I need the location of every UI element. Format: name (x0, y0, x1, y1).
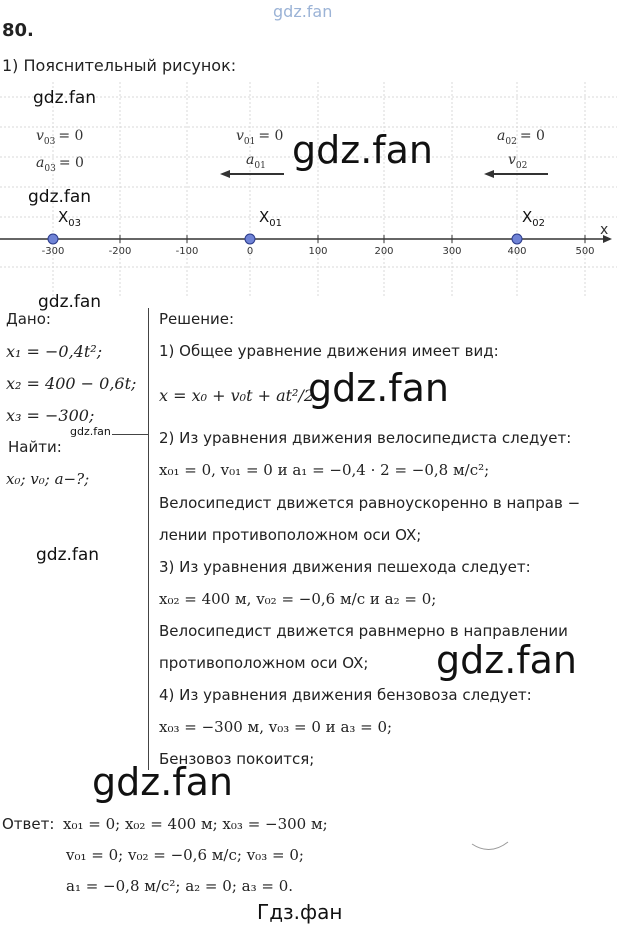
tick-label: 500 (575, 246, 595, 257)
figure-caption: 1) Пояснительный рисунок: (2, 56, 237, 75)
arrow-v02-head (484, 170, 494, 178)
right-mid-watermark: gdz.fan (436, 638, 578, 682)
label-a02: $a_{02} = 0$ (497, 128, 545, 147)
tick-label: 400 (507, 246, 527, 257)
solution-watermark: gdz.fan (308, 366, 450, 410)
footer-watermark: Гдз.фан (257, 900, 343, 924)
decorative-curve (470, 838, 510, 854)
answer-line-1: x₀₁ = 0; x₀₂ = 400 м; x₀₃ = −300 м; (63, 815, 328, 833)
solution-line-1: 1) Общее уравнение движения имеет вид: (159, 342, 499, 360)
arrow-a01-head (220, 170, 230, 178)
given-watermark: gdz.fan (38, 292, 102, 312)
axis-label: x (600, 222, 609, 238)
label-a01: $a_{01}$ (246, 152, 266, 171)
solution-line-13: Бензовоз покоится; (159, 750, 315, 768)
answer-label: Ответ: (2, 815, 55, 833)
given-header: Дано: (6, 310, 51, 328)
solution-line-11: 4) Из уравнения движения бензовоза следует: (159, 686, 532, 704)
solution-line-12: x₀₃ = −300 м, v₀₃ = 0 и a₃ = 0; (159, 718, 393, 736)
tick-label: -300 (41, 246, 65, 257)
given-separator (112, 434, 148, 435)
tick-label: 0 (246, 246, 254, 257)
solution-line-8: x₀₂ = 400 м, v₀₂ = −0,6 м/с и a₂ = 0; (159, 590, 437, 608)
answer-line-2: v₀₁ = 0; v₀₂ = −0,6 м/с; v₀₃ = 0; (66, 846, 304, 864)
solution-line-4: x₀₁ = 0, v₀₁ = 0 и a₁ = −0,4 · 2 = −0,8 м/с²; (159, 461, 490, 479)
given-line-3: x₃ = −300; (6, 406, 95, 425)
left-mid-watermark: gdz.fan (36, 545, 100, 565)
label-v03: $v_{03} = 0$ (36, 128, 84, 147)
problem-number: 80. (2, 20, 34, 41)
find-line: x₀; v₀; a−?; (6, 470, 90, 488)
solution-line-7: 3) Из уравнения движения пешехода следует: (159, 558, 531, 576)
solution-header: Решение: (159, 310, 235, 328)
tick-label: -100 (175, 246, 199, 257)
given-line-1: x₁ = −0,4t²; (6, 342, 103, 361)
label-v01: $v_{01} = 0$ (236, 128, 284, 147)
solution-line-5: Велосипедист движется равноускоренно в направ − (159, 494, 581, 512)
bottom-left-watermark: gdz.fan (92, 760, 234, 804)
point-x03 (48, 234, 58, 244)
answer-line-3: a₁ = −0,8 м/с²; a₂ = 0; a₃ = 0. (66, 877, 294, 895)
solution-line-3: 2) Из уравнения движения велосипедиста следует: (159, 429, 572, 447)
solution-line-10: противоположном оси OX; (159, 654, 369, 672)
diagram-watermark-2: gdz.fan (28, 187, 92, 207)
given-line-2: x₂ = 400 − 0,6t; (6, 374, 137, 393)
point-label-x03: $X_{03}$ (58, 208, 82, 229)
tick-label: 200 (374, 246, 394, 257)
point-label-x01: $X_{01}$ (259, 208, 283, 229)
solution-line-9: Велосипедист движется равнмерно в направлении (159, 622, 568, 640)
explanatory-diagram (0, 82, 617, 297)
tick-label: 100 (308, 246, 328, 257)
label-v02: $v_{02}$ (508, 152, 528, 171)
label-a03: $a_{03} = 0$ (36, 155, 84, 174)
point-x02 (512, 234, 522, 244)
diagram-watermark-1: gdz.fan (33, 88, 97, 108)
point-label-x02: $X_{02}$ (522, 208, 546, 229)
grid-lines (0, 82, 617, 297)
find-header: Найти: (8, 438, 62, 456)
top-watermark: gdz.fan (273, 2, 333, 21)
point-x01 (245, 234, 255, 244)
diagram-svg (0, 82, 617, 297)
solution-line-6: лении противоположном оси OX; (159, 526, 422, 544)
solution-line-2: x = x₀ + v₀t + at²/2 (159, 386, 315, 405)
tick-label: 300 (442, 246, 462, 257)
diagram-watermark-center: gdz.fan (292, 128, 434, 172)
given-small-watermark: gdz.fan (70, 425, 111, 438)
tick-label: -200 (108, 246, 132, 257)
solution-divider (148, 308, 149, 770)
